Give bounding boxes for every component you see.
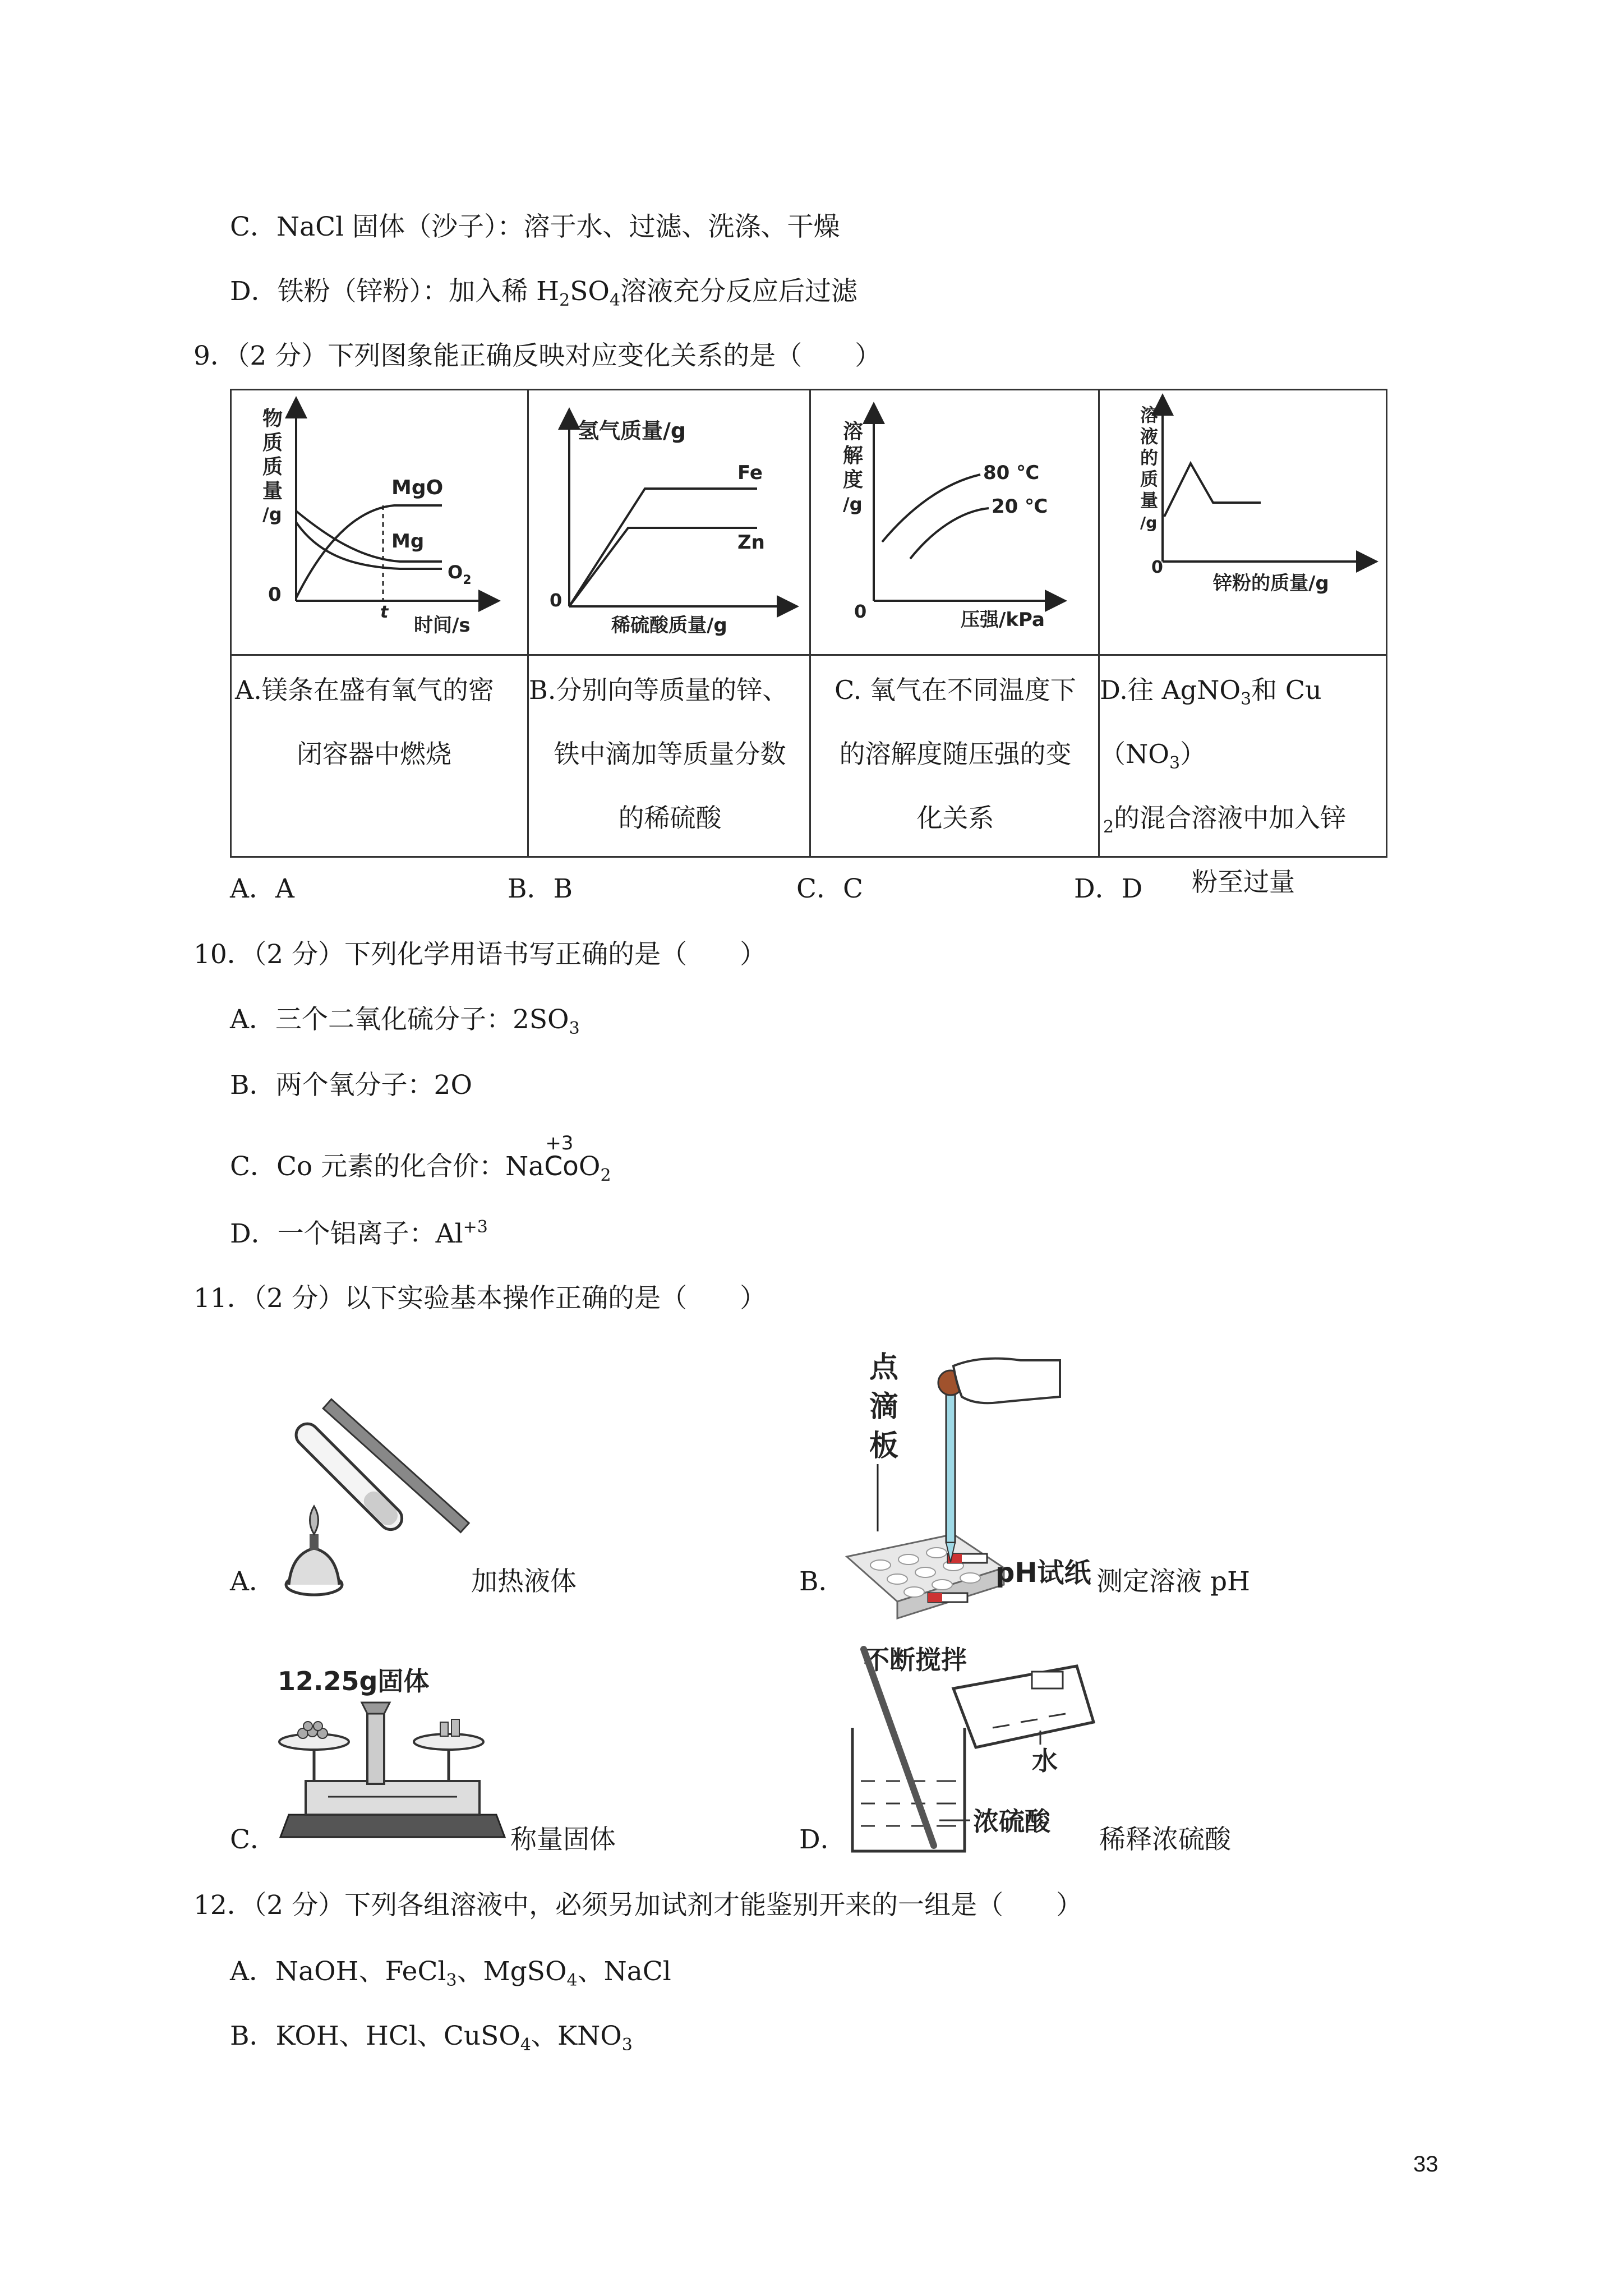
- q12-stem: 12．（2 分）下列各组溶液中，必须另加试剂才能鉴别开来的一组是（ ）: [193, 1890, 1083, 1921]
- q8-option-d: D．铁粉（锌粉）：加入稀 $H_2SO_4$溶液充分反应后过滤: [230, 276, 858, 310]
- graph-a-ylabel-1: 物: [262, 407, 283, 430]
- q8-option-c: C．NaCl 固体（沙子）：溶于水、过滤、洗涤、干燥: [230, 211, 840, 242]
- graph-b-zn-line: [569, 528, 757, 606]
- q9-option-b[interactable]: B．B: [508, 873, 573, 904]
- page-number: 33: [1413, 2152, 1438, 2177]
- dilution-illustration: [841, 1638, 1110, 1862]
- graph-a-ylabel-2: 质: [262, 431, 283, 454]
- graph-b-xlabel: 稀硫酸质量/g: [611, 614, 727, 637]
- spot-plate-label-3: 板: [869, 1429, 899, 1463]
- q11-stem: 11．（2 分）以下实验基本操作正确的是（ ）: [193, 1283, 767, 1314]
- graph-d: [1098, 390, 1389, 654]
- graph-b-origin: 0: [550, 590, 562, 611]
- graph-b-fe-line: [569, 489, 757, 606]
- graph-c-80-curve: [882, 475, 980, 542]
- q11-option-b-letter[interactable]: B．: [799, 1566, 845, 1597]
- graph-c-20-label: 20 ℃: [992, 495, 1048, 518]
- water-label: 水: [1032, 1746, 1058, 1776]
- ph-paper-label: pH试纸: [995, 1557, 1091, 1589]
- graph-a-mgo-label: MgO: [391, 476, 444, 499]
- q11-option-c-letter[interactable]: C．: [230, 1824, 276, 1855]
- graph-d-origin: 0: [1151, 558, 1163, 577]
- q9-option-a[interactable]: A．A: [230, 873, 294, 904]
- conc-acid-label: 浓硫酸: [973, 1806, 1050, 1837]
- graph-c-80-label: 80 ℃: [983, 462, 1040, 484]
- q12-option-b[interactable]: B．KOH、HCl、CuSO$_4$、$KNO_3$: [230, 2021, 633, 2055]
- q11-option-d-label: 稀释浓硫酸: [1099, 1824, 1231, 1855]
- q9-stem: 9．（2 分）下列图象能正确反映对应变化关系的是（ ）: [193, 341, 882, 371]
- q12-option-a[interactable]: A．NaOH、FeCl$_3$、MgSO$_4$、NaCl: [230, 1956, 671, 1990]
- q9-caption-b: B.分别向等质量的锌、 铁中滴加等质量分数 的稀硫酸: [529, 675, 789, 833]
- graph-a-mg-label: Mg: [391, 530, 425, 553]
- graph-d-ylabel-2: 液: [1140, 426, 1159, 447]
- q10-option-b[interactable]: B．两个氧分子：2O: [230, 1070, 472, 1101]
- graph-a-ylabel-4: 量: [262, 480, 283, 503]
- q9-caption-c: C. 氧气在不同温度下 的溶解度随压强的变 化关系: [834, 675, 1076, 833]
- q10-option-d[interactable]: D．一个铝离子：$Al^{+3}$: [230, 1217, 488, 1249]
- graph-b-fe-label: Fe: [737, 462, 763, 484]
- graph-d-ylabel-3: 的: [1140, 447, 1159, 468]
- graph-d-ylabel-4: 质: [1140, 468, 1159, 490]
- graph-c-ylabel-1: 溶: [843, 420, 864, 443]
- q11-option-d-letter[interactable]: D．: [799, 1824, 847, 1855]
- valence-mark: +3: [545, 1132, 574, 1154]
- spot-plate-label-2: 滴: [869, 1390, 899, 1424]
- graph-d-xlabel: 锌粉的质量/g: [1213, 572, 1329, 595]
- solid-mass-label: 12.25g固体: [278, 1666, 430, 1696]
- graph-c-20-curve: [910, 508, 989, 559]
- q11-option-b-label: 测定溶液 pH: [1096, 1566, 1251, 1597]
- heating-liquid-illustration: [275, 1391, 477, 1604]
- q9-caption-d: D.往 AgNO$_3$和 $Cu(NO_3)$ $_2$的混合溶液中加入锌 粉至过量: [1100, 675, 1347, 897]
- graph-a-ylabel-5: /g: [262, 504, 282, 525]
- q11-option-a-label: 加热液体: [471, 1566, 577, 1597]
- balance-illustration: [272, 1658, 513, 1860]
- graph-d-ylabel-1: 溶: [1140, 404, 1159, 426]
- q11-option-c-label: 称量固体: [510, 1824, 616, 1855]
- q10-option-c[interactable]: C．Co 元素的化合价：Na +3 CoO$_2$: [230, 1150, 611, 1184]
- q11-option-a-letter[interactable]: A．: [230, 1566, 275, 1597]
- graph-d-ylabel-5: 量: [1140, 490, 1159, 511]
- graph-c-ylabel-2: 解: [843, 444, 864, 467]
- graph-b: [527, 390, 809, 654]
- q10-option-a[interactable]: A．三个二氧化硫分子：$2SO_3$: [230, 1004, 580, 1038]
- graph-a-t-label: t: [380, 602, 389, 622]
- graph-c-ylabel-3: 度: [843, 468, 864, 491]
- ph-test-illustration: [836, 1343, 1091, 1635]
- graph-d-ylabel-6: /g: [1140, 513, 1158, 532]
- q9-caption-a: A.镁条在盛有氧气的密 闭容器中燃烧: [235, 675, 494, 769]
- graph-a-xlabel: 时间/s: [414, 614, 471, 637]
- graph-b-zn-label: Zn: [737, 531, 765, 554]
- q9-option-d[interactable]: D．D: [1074, 873, 1143, 904]
- graph-c: [809, 390, 1098, 654]
- graph-d-line: [1164, 463, 1261, 517]
- graph-b-ylabel: 氢气质量/g: [578, 418, 686, 443]
- q10-stem: 10．（2 分）下列化学用语书写正确的是（ ）: [193, 939, 767, 970]
- stir-label: 不断搅拌: [864, 1645, 967, 1675]
- graph-a-origin: 0: [268, 583, 282, 606]
- graph-a: [232, 390, 527, 654]
- graph-a-o2-label: $O_2$: [448, 562, 472, 587]
- graph-c-xlabel: 压强/kPa: [961, 609, 1045, 631]
- graph-a-ylabel-3: 质: [262, 455, 283, 478]
- graph-c-ylabel-4: /g: [843, 494, 863, 515]
- spot-plate-label-1: 点: [869, 1351, 899, 1384]
- q9-option-c[interactable]: C．C: [796, 873, 863, 904]
- graph-c-origin: 0: [854, 601, 867, 622]
